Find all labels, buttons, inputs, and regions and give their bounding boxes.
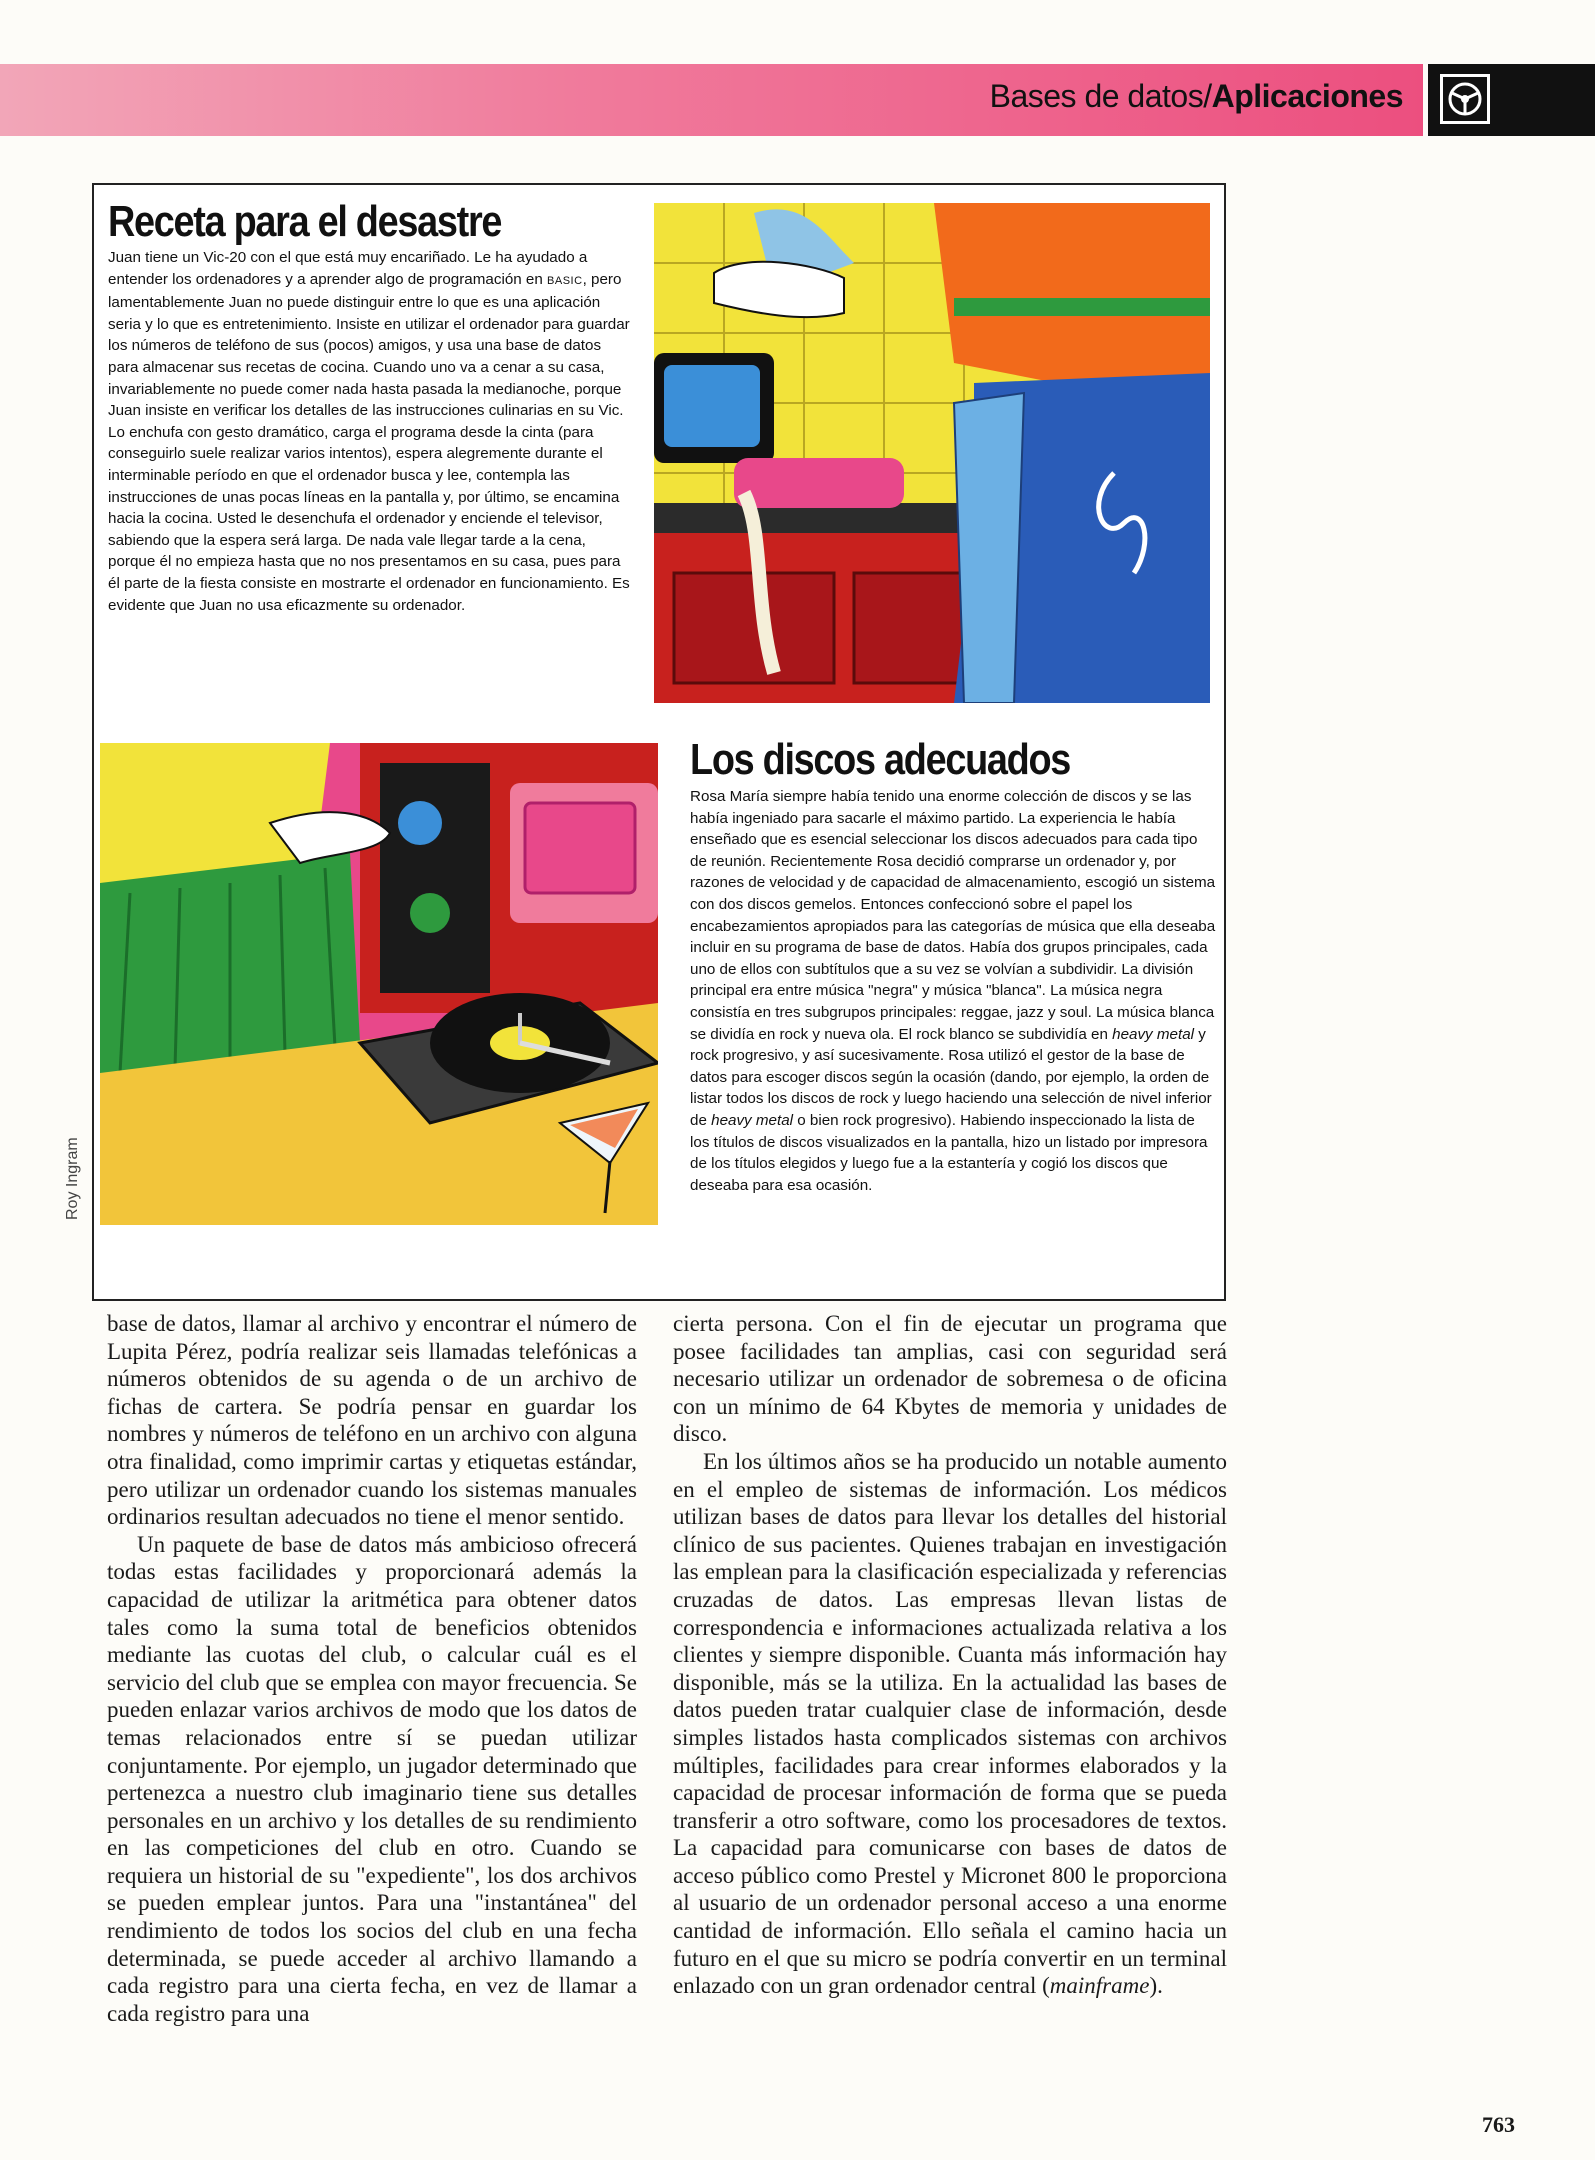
feature2-text-c: o bien rock progresivo). Habiendo inspeccionado la lista de los títulos de discos visualizados en la pantalla, hizo un listado por impresora de los títulos elegidos y luego fue a la estantería y cogió los discos que deseaba para esa ocasión. [690,1111,1208,1194]
feature2-title: Los discos adecuados [690,735,1071,784]
feature2-heavy-metal-2: heavy metal [711,1111,794,1129]
photo-credit: Roy Ingram [64,1137,81,1220]
body-left-paragraph-2: Un paquete de base de datos más ambicioso ofrecerá todas estas facilidades y proporcionará además la capacidad de utilizar la aritmética para obtener datos tales como la suma total de beneficios obtenidos mediante las cuotas del club, o calcular cuál es el servicio del club que se emplea con mayor frecuencia. Se pueden enlazar varios archivos de modo que los datos de temas relacionados entre sí se puedan utilizar conjuntamente. Por ejemplo, un jugador determinado que pertenezca a nuestro club imaginario tiene sus detalles personales en un archivo y los detalles de su rendimiento en las competiciones del club en otro. Cuando se requiera un historial de su "expediente", los dos archivos se pueden emplear juntos. Para una "instantánea" del rendimiento de todos los socios del club en una fecha determinada, se puede acceder al archivo llamando a cada registro para una cierta fecha, en vez de llamar a cada registro para una [107,1531,637,2026]
body-right-text-a: En los últimos años se ha producido un notable aumento en el empleo de sistemas de información. Los médicos utilizan bases de datos para llevar los detalles del historial clínico de sus pacientes. Quienes trabajan en investigación las emplean para la clasificación especializada y referencias cruzadas de datos. Las empresas llevan listas de correspondencia e informaciones actualizada relativa a los clientes y siempre disponible. Cuanta más información hay disponible, más se la utiliza. En la actualidad las bases de datos pueden tratar cualquier clase de información, desde simples listados hasta complicados sistemas con archivos múltiples, facilidades para crear informes elaborados y la capacidad de procesar información de forma que se pueda transferir a otro software, como los procesadores de textos. La capacidad para comunicarse con bases de datos de acceso público como Prestel y Micronet 800 le proporciona al usuario de un ordenador personal acceso a una enorme cantidad de información. Ello señala el camino hacia un futuro en el que su micro se podría convertir en un terminal enlazado con un gran ordenador central ( [673,1448,1227,1999]
feature1-text-b: , pero lamentablemente Juan no puede distinguir entre lo que es una aplicación seria y lo que es entretenimiento. Insiste en utilizar el ordenador para guardar los números de teléfono de sus (pocos) amigos, y usa una base de datos para almacenar sus recetas de cocina. Cuando uno va a cenar a su casa, invariablemente no puede comer nada hasta pasada la medianoche, porque Juan insiste en verificar los detalles de las instrucciones culinarias en su Vic. Lo enchufa con gesto dramático, carga el programa desde la cinta (para conseguirlo suele realizar varios intentos), espera alegremente durante el interminable período en que el ordenador busca y lee, contempla las instrucciones de unas pocas líneas en la pantalla y, por último, se encamina hacia la cocina. Usted le desenchufa el ordenador y enciende el televisor, sabiendo que la espera será larga. De nada vale llegar tarde a la cena, porque él no empieza hasta que no nos presentamos en su casa, pues para él parte de la fiesta consiste en mostrarte el ordenador en funcionamiento. Es evidente que Juan no usa eficazmente su ordenador. [108,270,630,614]
feature1-basic: BASIC [547,274,583,287]
header-band [0,64,1423,136]
section-name: Bases de datos/ [989,78,1212,114]
feature2-body [690,786,1216,1196]
header-logo-box [1428,64,1595,136]
body-column-left [107,1310,637,2027]
page-number: 763 [1482,2112,1515,2137]
feature2-heavy-metal-1: heavy metal [1112,1025,1195,1043]
body-mainframe-term: mainframe [1049,1973,1150,1999]
record-player-illustration [100,743,658,1225]
section-header [990,78,1403,115]
steering-wheel-icon [1440,74,1490,124]
body-right-text-b: ). [1149,1973,1163,1999]
kitchen-illustration [654,203,1210,703]
body-right-paragraph-1: cierta persona. Con el fin de ejecutar un programa que posee facilidades tan amplias, casi con seguridad será necesario utilizar un ordenador de sobremesa o de oficina con un mínimo de 64 Kbytes de memoria y unidades de disco. [673,1311,1227,1447]
body-left-paragraph-1: base de datos, llamar al archivo y encontrar el número de Lupita Pérez, podría realizar seis llamadas telefónicas a números obtenidos de su agenda o de un archivo de fichas de cartera. Se podría pensar en guardar los nombres y números de teléfono en un archivo con alguna otra finalidad, como imprimir cartas y etiquetas estándar, pero utilizar un ordenador cuando los sistemas manuales ordinarios resultan adecuados no tiene el menor sentido. [107,1311,637,1530]
feature1-body [108,247,630,616]
feature-box [92,183,1226,1301]
feature2-text-b: y rock progresivo, y así sucesivamente. Rosa utilizó el gestor de la base de datos para escoger discos según la ocasión (dando, por ejemplo, la orden de listar todos los discos de rock y luego haciendo una selección de nivel inferior de [690,1025,1212,1129]
feature1-text-a: Juan tiene un Vic-20 con el que está muy encariñado. Le ha ayudado a entender los ordenadores y a aprender algo de programación en [108,249,588,288]
subsection-name: Aplicaciones [1211,78,1403,114]
body-column-right [673,1310,1227,2000]
feature1-title: Receta para el desastre [108,197,502,246]
body-right-paragraph-2 [673,1448,1227,2000]
feature2-text-a: Rosa María siempre había tenido una enorme colección de discos y se las había ingeniado para sacarle el máximo partido. La experiencia le había enseñado que es esencial seleccionar los discos adecuados para cada tipo de reunión. Recientemente Rosa decidió comprarse un ordenador y, por razones de velocidad y de capacidad de almacenamiento, escogió un sistema con dos discos gemelos. Entonces confeccionó sobre el papel los encabezamientos apropiados para las categorías de música que ella deseaba incluir en su programa de base de datos. Había dos grupos principales, cada uno de ellos con subtítulos que a su vez se volvían a subdividir. La división principal era entre música "negra" y música "blanca". La música negra consistía en tres subgrupos principales: reggae, jazz y soul. La música blanca se dividía en rock y nueva ola. El rock blanco se subdividía en [690,788,1216,1043]
